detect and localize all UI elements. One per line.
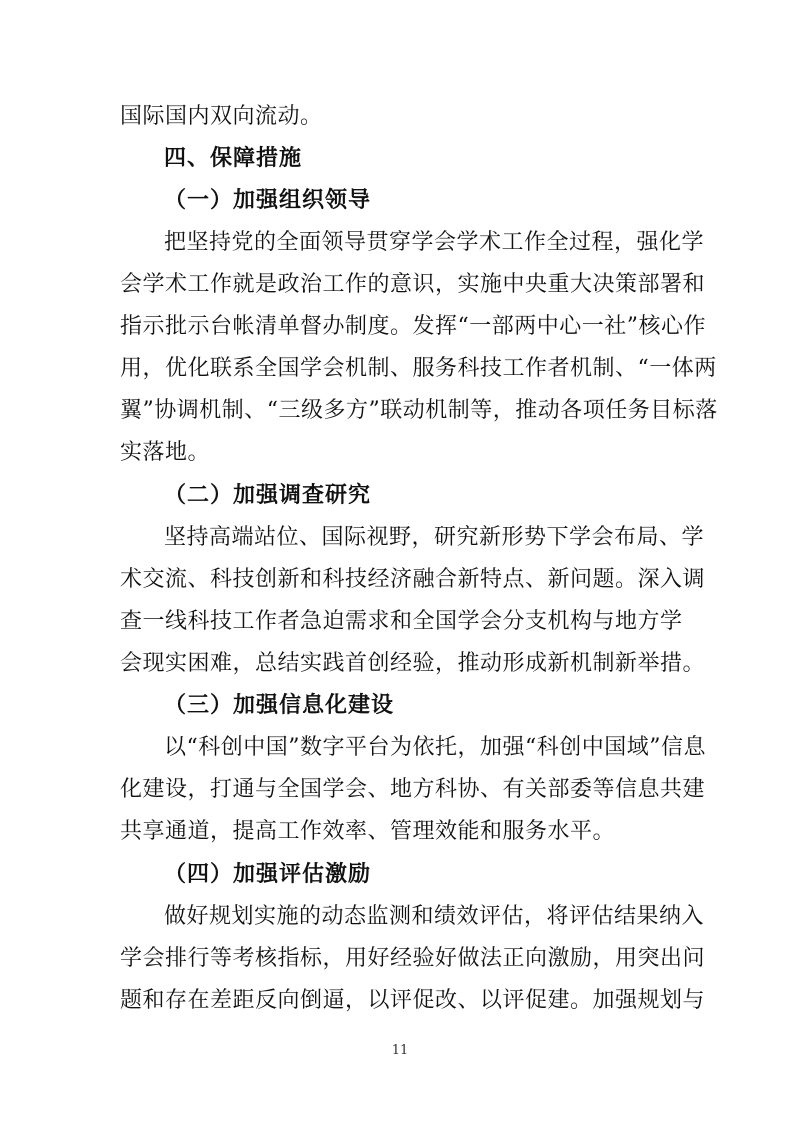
- paragraph-line: 翼”协调机制、“三级多方”联动机制等，推动各项任务目标落: [120, 398, 718, 423]
- paragraph-line: 学会排行等考核指标，用好经验好做法正向激励，用突出问: [120, 946, 706, 971]
- subsection-heading-2: （二）加强调查研究: [164, 483, 372, 508]
- subsection-heading-3: （三）加强信息化建设: [164, 693, 395, 718]
- paragraph-line: 会现实困难，总结实践首创经验，推动形成新机制新举措。: [120, 651, 706, 676]
- paragraph-line: 坚持高端站位、国际视野，研究新形势下学会布局、学: [164, 525, 705, 550]
- subsection-heading-1: （一）加强组织领导: [164, 188, 372, 213]
- subsection-heading-4: （四）加强评估激励: [164, 862, 372, 887]
- paragraph-line: 化建设，打通与全国学会、地方科协、有关部委等信息共建: [120, 777, 706, 802]
- paragraph-line: 用，优化联系全国学会机制、服务科技工作者机制、“一体两: [120, 356, 717, 381]
- paragraph-line: 把坚持党的全面领导贯穿学会学术工作全过程，强化学: [164, 230, 705, 255]
- paragraph-line: 会学术工作就是政治工作的意识，实施中央重大决策部署和: [120, 272, 706, 297]
- section-heading: 四、保障措施: [164, 146, 303, 171]
- intro-tail-line: 国际国内双向流动。: [120, 104, 323, 129]
- paragraph-line: 以“科创中国”数字平台为依托，加强“科创中国域”信息: [164, 735, 706, 760]
- paragraph-line: 术交流、科技创新和科技经济融合新特点、新问题。深入调: [120, 567, 706, 592]
- page-number: 11: [391, 1043, 409, 1058]
- paragraph-line: 实落地。: [120, 440, 211, 465]
- paragraph-line: 指示批示台帐清单督办制度。发挥“一部两中心一社”核心作: [120, 314, 706, 339]
- paragraph-line: 题和存在差距反向倒逼，以评促改、以评促建。加强规划与: [120, 988, 706, 1013]
- paragraph-line: 共享通道，提高工作效率、管理效能和服务水平。: [120, 819, 616, 844]
- paragraph-line: 查一线科技工作者急迫需求和全国学会分支机构与地方学: [120, 609, 683, 634]
- paragraph-line: 做好规划实施的动态监测和绩效评估，将评估结果纳入: [164, 904, 705, 929]
